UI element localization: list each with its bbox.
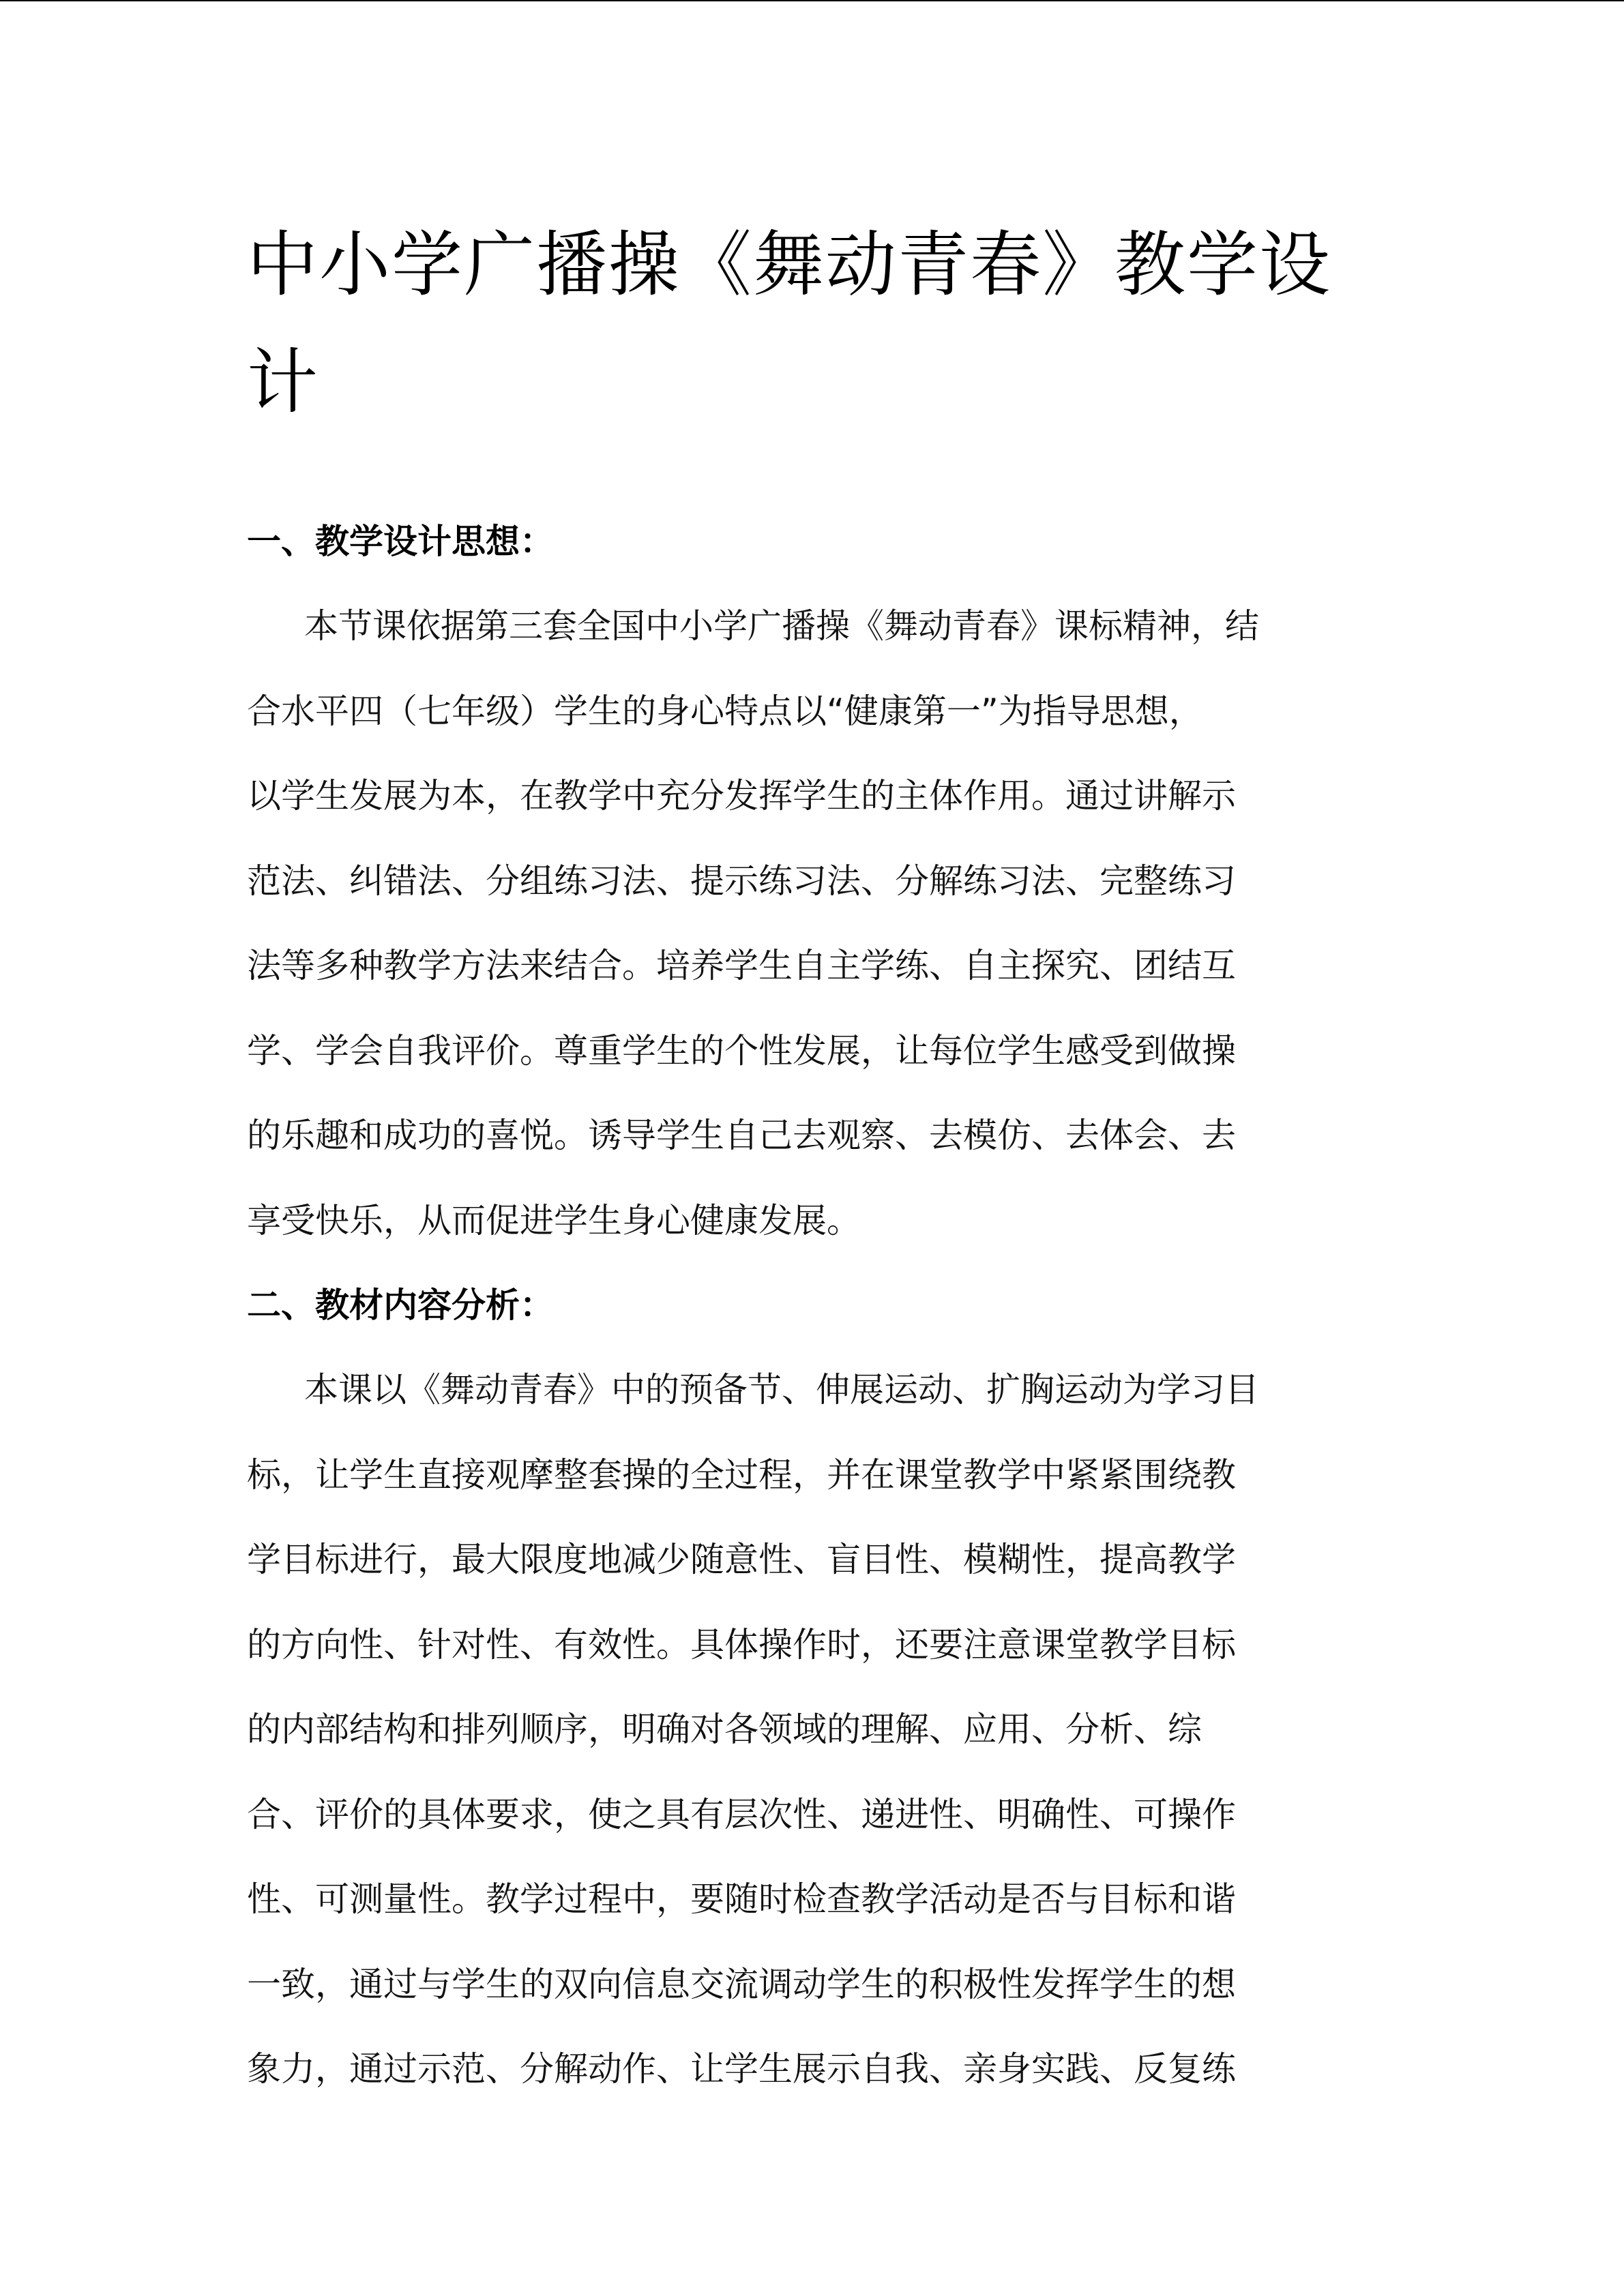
- paragraph-line: 学目标进行，最大限度地减少随意性、盲目性、模糊性，提高教学: [247, 1540, 1236, 1579]
- paragraph-line: 标，让学生直接观摩整套操的全过程，并在课堂教学中紧紧围绕教: [247, 1455, 1236, 1495]
- document-title: [247, 206, 1406, 441]
- paragraph-line: 法等多种教学方法来结合。培养学生自主学练、自主探究、团结互: [247, 946, 1236, 985]
- paragraph-line: 的方向性、针对性、有效性。具体操作时，还要注意课堂教学目标: [247, 1624, 1236, 1665]
- paragraph-line: 学、学会自我评价。尊重学生的个性发展，让每位学生感受到做操: [247, 1030, 1236, 1071]
- paragraph-line: 象力，通过示范、分解动作、让学生展示自我、亲身实践、反复练: [247, 2049, 1236, 2089]
- section-heading-content-analysis: 二、教材内容分析：: [247, 1285, 554, 1325]
- paragraph-line: 本课以《舞动青春》中的预备节、伸展运动、扩胸运动为学习目: [304, 1370, 1259, 1410]
- paragraph-line: 性、可测量性。教学过程中，要随时检查教学活动是否与目标和谐: [247, 1879, 1236, 1919]
- paragraph-line: 合、评价的具体要求，使之具有层次性、递进性、明确性、可操作: [247, 1794, 1236, 1834]
- paragraph-line: 合水平四（七年级）学生的身心特点以“健康第一”为指导思想，: [247, 691, 1203, 731]
- paragraph-line: 范法、纠错法、分组练习法、提示练习法、分解练习法、完整练习: [247, 861, 1236, 901]
- section-body-teaching-design: [247, 584, 1393, 1263]
- paragraph-line: 本节课依据第三套全国中小学广播操《舞动青春》课标精神，结: [304, 606, 1259, 646]
- paragraph-line: 的乐趣和成功的喜悦。诱导学生自己去观察、去模仿、去体会、去: [247, 1116, 1236, 1155]
- paragraph-line: 享受快乐，从而促进学生身心健康发展。: [247, 1200, 861, 1240]
- section-heading-teaching-design: 一、教学设计思想：: [247, 522, 554, 561]
- title-line-1: 中小学广播操《舞动青春》教学设: [247, 223, 1332, 306]
- paragraph-line: 以学生发展为本，在教学中充分发挥学生的主体作用。通过讲解示: [247, 776, 1236, 816]
- title-line-2: 计: [247, 340, 320, 423]
- section-body-content-analysis: [247, 1347, 1393, 2112]
- paragraph-line: 一致，通过与学生的双向信息交流调动学生的积极性发挥学生的想: [247, 1964, 1236, 2004]
- paragraph-line: 的内部结构和排列顺序，明确对各领域的理解、应用、分析、综: [247, 1710, 1202, 1749]
